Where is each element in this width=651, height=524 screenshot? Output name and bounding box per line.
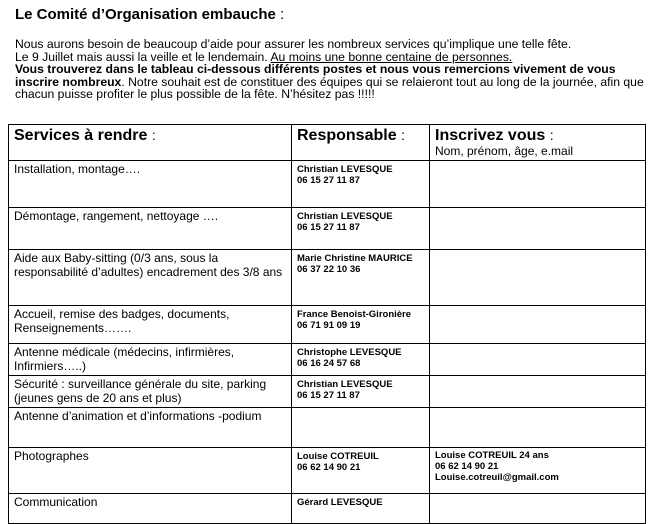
inscription-tel: 06 62 14 90 21 [435,461,499,472]
responsable-cell: Christian LEVESQUE 06 15 27 11 87 [292,161,430,208]
service-cell: Photographes [9,448,292,494]
responsable-cell: Gérard LEVESQUE [292,494,430,524]
inscription-cell[interactable] [430,494,646,524]
service-cell: Sécurité : surveillance générale du site, parking (jeunes gens de 20 ans et plus) [9,376,292,408]
table-row [9,494,646,524]
responsable-cell: Christian LEVESQUE 06 15 27 11 87 [292,376,430,408]
table-row [9,161,646,208]
responsable-cell: Marie Christine MAURICE 06 37 22 10 36 [292,250,430,306]
intro-rest [15,63,645,101]
responsable-cell: Christophe LEVESQUE 06 16 24 57 68 [292,344,430,376]
title-colon: : [280,6,285,23]
inscription-cell[interactable] [430,448,646,494]
inscription-cell[interactable] [430,208,646,250]
header-inscrivez-sub: Nom, prénom, âge, e.mail [435,144,574,158]
page-title [15,6,284,23]
service-cell: Aide aux Baby-sitting (0/3 ans, sous la responsabilité d’adultes) encadrement des 3/8 ans [9,250,292,306]
intro-line-2-start: Le 9 Juillet mais aussi la veille et le lendemain. [15,49,271,64]
table-row [9,306,646,344]
responsable-cell: Louise COTREUIL 06 62 14 90 21 [292,448,430,494]
service-cell: Antenne médicale (médecins, infirmières, Infirmiers…..) [9,344,292,376]
responsable-cell: France Benoist-Gironière 06 71 91 09 19 [292,306,430,344]
service-cell: Accueil, remise des badges, documents, Renseignements……. [9,306,292,344]
inscription-email: Louise.cotreuil@gmail.com [435,472,559,483]
inscription-cell[interactable] [430,250,646,306]
header-services: Services à rendre : [9,125,292,161]
service-cell: Démontage, rangement, nettoyage …. [9,208,292,250]
intro-underlined-text: Au moins une bonne centaine de personnes. [270,49,513,64]
services-table [8,124,646,524]
table-row [9,376,646,408]
inscription-cell[interactable] [430,408,646,448]
title-text: Le Comité d’Organisation embauche [15,6,276,23]
table-row [9,344,646,376]
inscription-cell[interactable] [430,306,646,344]
intro-rest-text: . Notre souhait est de constituer des équipes qui se relaieront tout au long de la journée, afin que chacun puisse profiter le plus possible de la fête. N’hésitez pas !!!!! [15,74,644,101]
responsable-cell [292,408,430,448]
table-row [9,208,646,250]
table-row [9,448,646,494]
service-cell: Antenne d’animation et d’informations -podium [9,408,292,448]
service-cell: Installation, montage…. [9,161,292,208]
inscription-cell[interactable] [430,376,646,408]
inscription-cell[interactable] [430,161,646,208]
header-responsable: Responsable : [292,125,430,161]
header-inscrivez: Inscrivez vous : Nom, prénom, âge, e.mail [430,125,646,161]
responsable-cell: Christian LEVESQUE 06 15 27 11 87 [292,208,430,250]
inscription-name: Louise COTREUIL 24 ans [435,450,549,461]
intro-bold-text: Vous trouverez dans le tableau ci-dessous différents postes et nous vous remercions vivement de vous inscrire nombreux [15,62,616,89]
intro-paragraph [15,38,645,101]
table-header-row [9,125,646,161]
service-cell: Communication [9,494,292,524]
table-row [9,408,646,448]
intro-line-1: Nous aurons besoin de beaucoup d’aide pour assurer les nombreux services qu’implique une telle fête. [15,37,572,51]
table-row [9,250,646,306]
inscription-cell[interactable] [430,344,646,376]
